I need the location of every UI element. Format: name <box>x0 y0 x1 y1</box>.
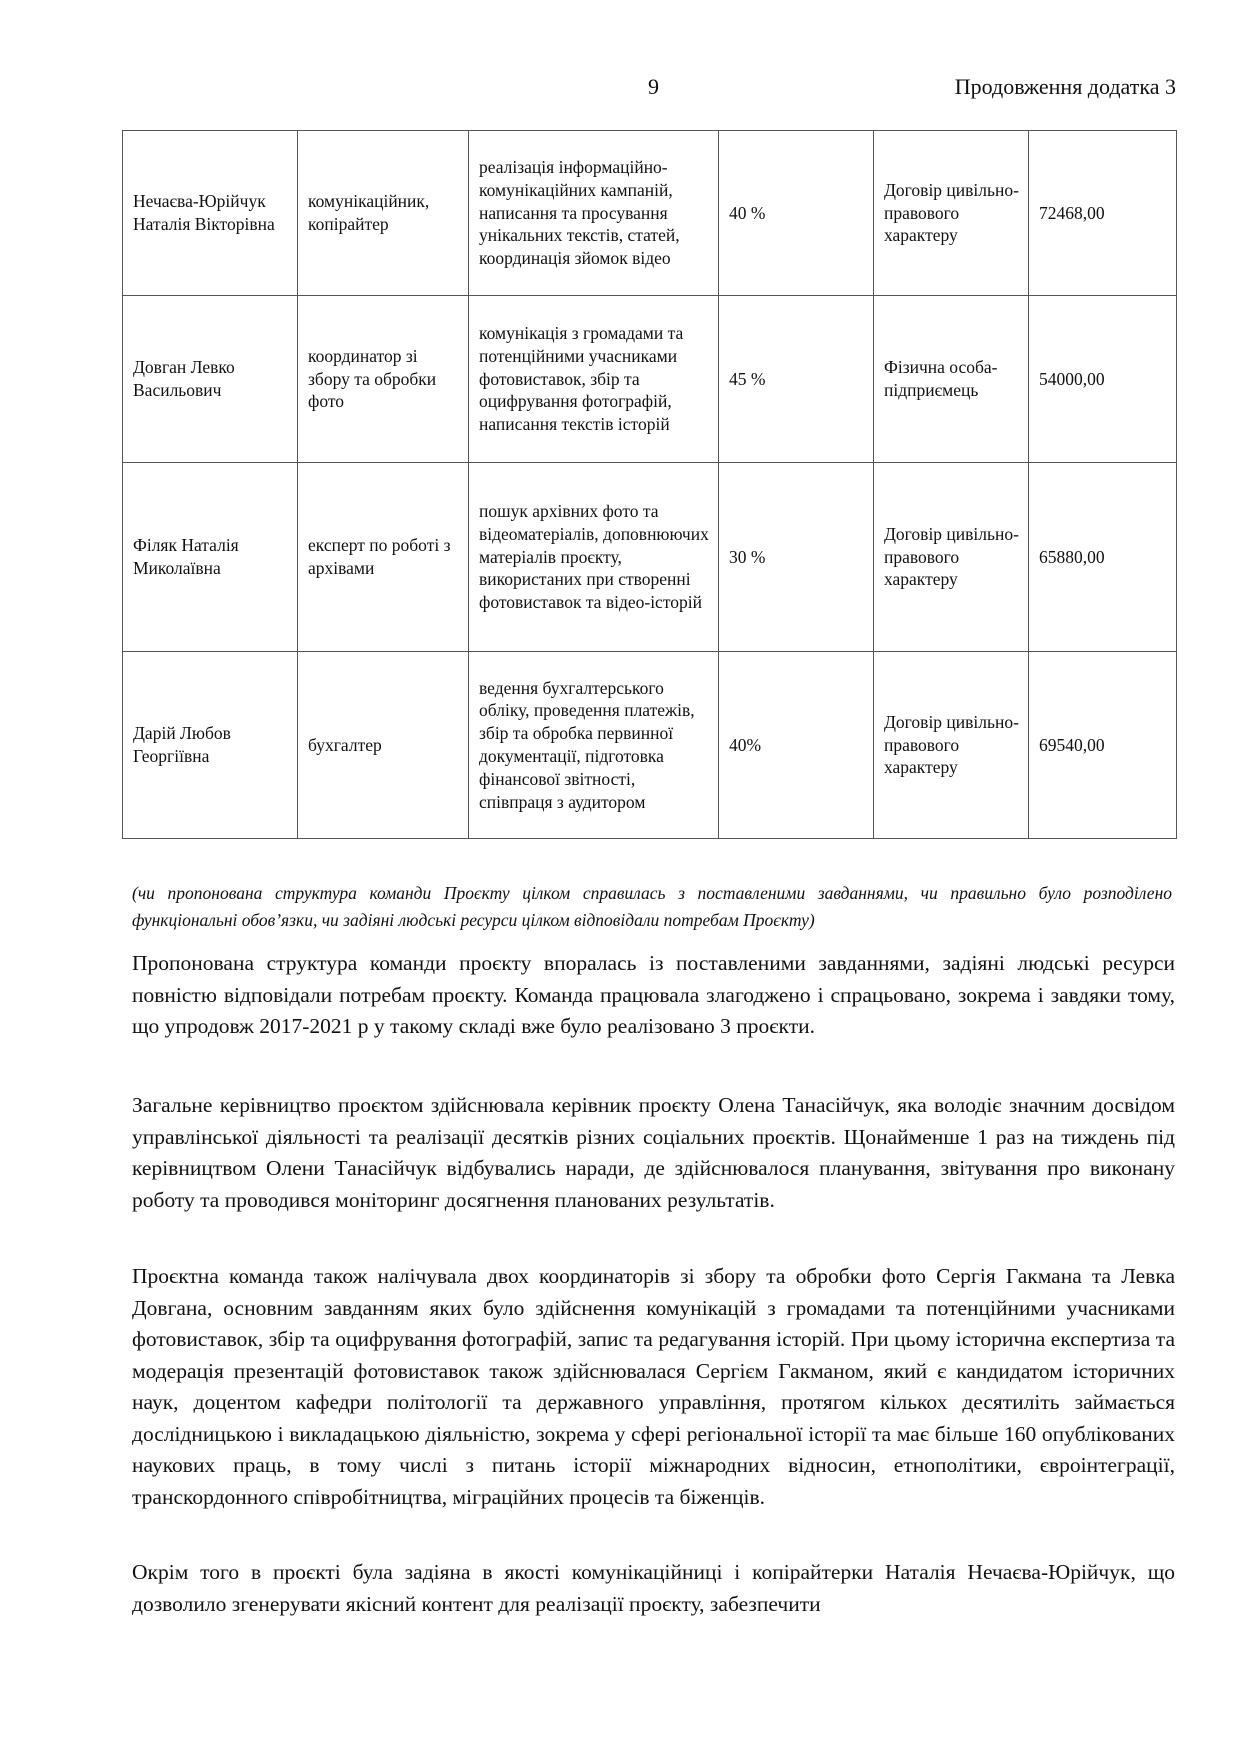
paragraph: Проєктна команда також налічувала двох координаторів зі збору та обробки фото Сергія Гакмана та Левка Довгана, основним завданням яких було здійснення комунікацій з громадами та потенційними учасниками фотовиставок, збір та оцифрування фотографій, запис та редагування історій. При цьому історична експертиза та модерація презентацій фотовиставок також здійснювалася Сергієм Гакманом, який є кандидатом історичних наук, доцентом кафедри політології та державного управління, протягом кількох десятиліть займається дослідницькою і викладацькою діяльністю, зокрема у сфері регіональної історії та має більше 160 опублікованих наукових праць, в тому числі з питань історії міжнародних відносин, етнополітики, євроінтеграції, транскордонного співробітництва, міграційних процесів та біженців. <box>132 1264 1175 1509</box>
page-number: 9 <box>648 74 659 99</box>
table-row <box>123 463 1177 652</box>
page-header <box>0 74 1240 104</box>
member-role-cell: комунікаційник, копірайтер <box>298 131 469 296</box>
member-contract-cell: Договір цивільно-правового характеру <box>874 131 1029 296</box>
member-name-cell: Дарій Любов Георгіївна <box>123 652 298 839</box>
member-amount-cell: 69540,00 <box>1029 652 1177 839</box>
paragraph: Пропонована структура команди проєкту впоралась із поставленими завданнями, задіяні людські ресурси повністю відповідали потребам проєкту. Команда працювала злагоджено і спрацьовано, зокрема і завдяки тому, що упродовж 2017-2021 р у такому складі вже було реалізовано 3 проєкти. <box>132 951 1175 1038</box>
member-contract-cell: Фізична особа-підприємець <box>874 296 1029 463</box>
member-contract-cell: Договір цивільно-правового характеру <box>874 463 1029 652</box>
member-role-cell: координатор зі збору та обробки фото <box>298 296 469 463</box>
table-row <box>123 652 1177 839</box>
member-role-cell: бухгалтер <box>298 652 469 839</box>
member-amount-cell: 54000,00 <box>1029 296 1177 463</box>
member-name-cell: Філяк Наталія Миколаївна <box>123 463 298 652</box>
member-amount-cell: 72468,00 <box>1029 131 1177 296</box>
member-share-cell: 45 % <box>719 296 874 463</box>
instruction-note: (чи пропонована структура команди Проєкту цілком справилась з поставленими завданнями, чи правильно було розподілено функціональні обов’язки, чи задіяні людські ресурси цілком відповідали потребам Проєкту) <box>132 883 1172 930</box>
member-tasks-cell: реалізація інформаційно-комунікаційних кампаній, написання та просування унікальних текстів, статей, координація зйомок відео <box>469 131 719 296</box>
member-amount-cell: 65880,00 <box>1029 463 1177 652</box>
member-contract-cell: Договір цивільно-правового характеру <box>874 652 1029 839</box>
member-role-cell: експерт по роботі з архівами <box>298 463 469 652</box>
appendix-label: Продовження додатка 3 <box>954 74 1176 99</box>
paragraph: Загальне керівництво проєктом здійснювала керівник проєкту Олена Танасійчук, яка володіє значним досвідом управлінської діяльності та реалізації десятків різних соціальних проєктів. Щонайменше 1 раз на тиждень під керівництвом Олени Танасійчук відбувались наради, де здійснювалося планування, звітування про виконану роботу та проводився моніторинг досягнення планованих результатів. <box>132 1093 1175 1212</box>
paragraph: Окрім того в проєкті була задіяна в якості комунікаційниці і копірайтерки Наталія Нечаєва-Юрійчук, що дозволило згенерувати якісний контент для реалізації проєкту, забезпечити <box>132 1560 1175 1616</box>
member-name-cell: Нечаєва-Юрійчук Наталія Вікторівна <box>123 131 298 296</box>
team-table <box>122 130 1177 839</box>
member-tasks-cell: комунікація з громадами та потенційними учасниками фотовиставок, збір та оцифрування фотографій, написання текстів історій <box>469 296 719 463</box>
member-name-cell: Довган Левко Васильович <box>123 296 298 463</box>
table-row <box>123 131 1177 296</box>
member-share-cell: 40 % <box>719 131 874 296</box>
member-share-cell: 30 % <box>719 463 874 652</box>
member-tasks-cell: ведення бухгалтерського обліку, проведення платежів, збір та обробка первинної документації, підготовка фінансової звітності, співпраця з аудитором <box>469 652 719 839</box>
table-row <box>123 296 1177 463</box>
member-share-cell: 40% <box>719 652 874 839</box>
member-tasks-cell: пошук архівних фото та відеоматеріалів, доповнюючих матеріалів проєкту, використаних при створенні фотовиставок та відео-історій <box>469 463 719 652</box>
